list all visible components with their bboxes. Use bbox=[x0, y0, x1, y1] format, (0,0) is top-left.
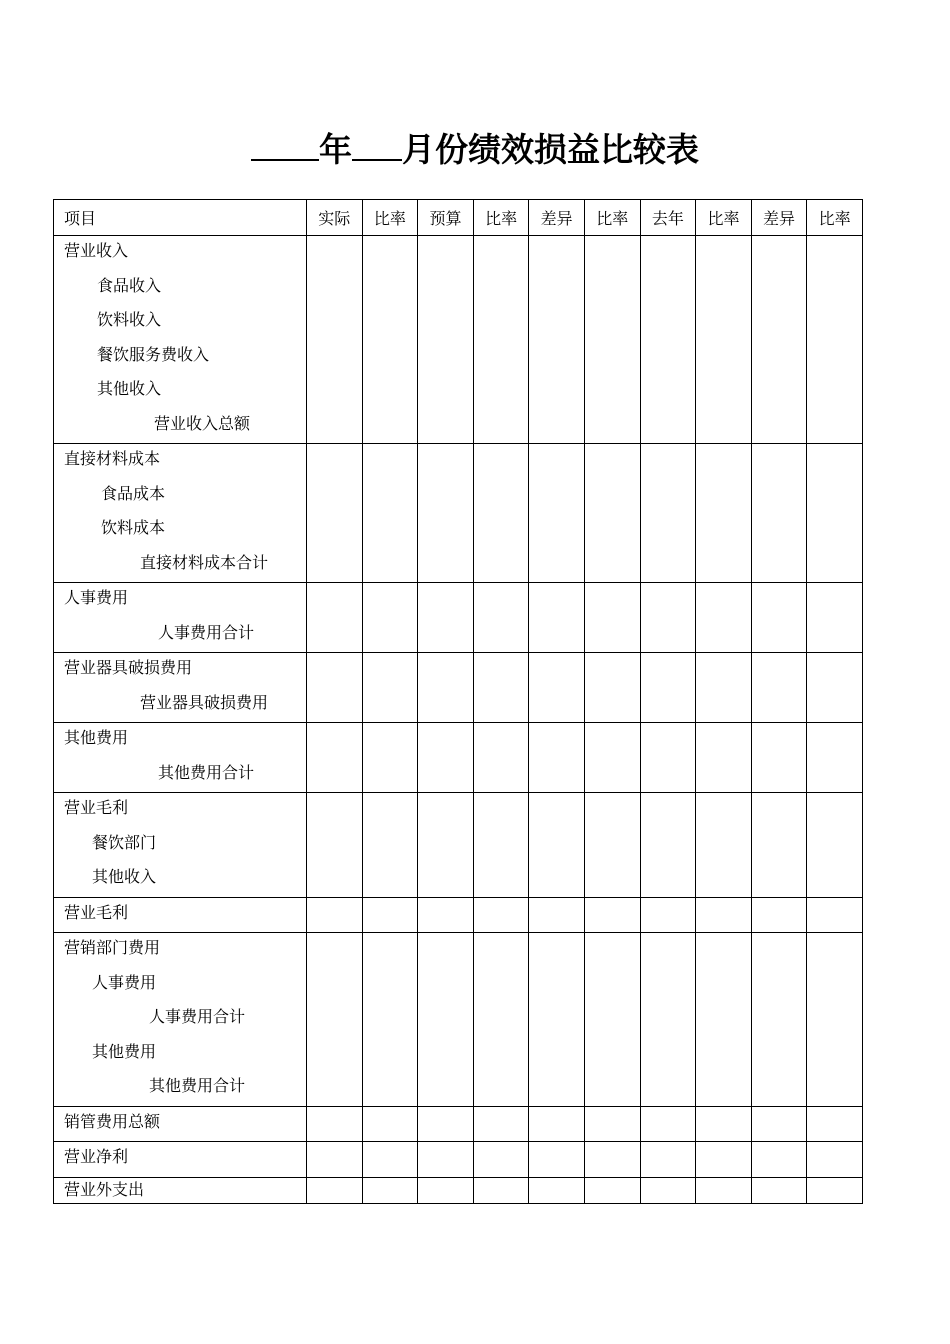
value-cell[interactable] bbox=[807, 236, 863, 444]
value-cell[interactable] bbox=[807, 653, 863, 723]
table-row bbox=[54, 1142, 863, 1178]
item-label: 人事费用 bbox=[64, 588, 129, 607]
value-cell[interactable] bbox=[418, 1142, 474, 1178]
value-cell[interactable] bbox=[529, 1142, 585, 1178]
value-cell[interactable] bbox=[807, 933, 863, 1107]
value-cell[interactable] bbox=[584, 793, 640, 898]
item-label: 营业毛利 bbox=[64, 902, 129, 922]
value-cell[interactable] bbox=[751, 444, 807, 583]
value-cell[interactable] bbox=[696, 583, 752, 653]
header-row bbox=[54, 200, 863, 236]
item-cell bbox=[54, 793, 307, 898]
value-cell[interactable] bbox=[418, 933, 474, 1107]
column-header: 差异 bbox=[751, 200, 807, 236]
value-cell[interactable] bbox=[307, 723, 363, 793]
value-cell[interactable] bbox=[418, 723, 474, 793]
item-label: 营业外支出 bbox=[64, 1179, 145, 1199]
value-cell[interactable] bbox=[584, 933, 640, 1107]
value-cell[interactable] bbox=[584, 653, 640, 723]
item-cell bbox=[54, 444, 307, 583]
month-blank[interactable] bbox=[352, 129, 402, 161]
value-cell[interactable] bbox=[696, 933, 752, 1107]
item-label: 其他收入 bbox=[97, 379, 162, 398]
value-cell[interactable] bbox=[418, 653, 474, 723]
value-cell[interactable] bbox=[473, 444, 529, 583]
value-cell[interactable] bbox=[807, 444, 863, 583]
value-cell[interactable] bbox=[529, 1106, 585, 1142]
column-header-item: 项目 bbox=[54, 200, 307, 236]
value-cell[interactable] bbox=[529, 444, 585, 583]
item-label: 人事费用 bbox=[92, 972, 157, 992]
value-cell[interactable] bbox=[584, 583, 640, 653]
item-cell bbox=[54, 1142, 307, 1178]
table-row bbox=[54, 723, 863, 793]
table-row bbox=[54, 583, 863, 653]
year-blank[interactable] bbox=[251, 129, 319, 161]
value-cell[interactable] bbox=[807, 1106, 863, 1142]
value-cell[interactable] bbox=[696, 236, 752, 444]
item-label: 其他费用合计 bbox=[158, 762, 255, 782]
value-cell[interactable] bbox=[418, 583, 474, 653]
value-cell[interactable] bbox=[473, 1177, 529, 1203]
value-cell[interactable] bbox=[584, 1106, 640, 1142]
value-cell[interactable] bbox=[584, 1177, 640, 1203]
value-cell[interactable] bbox=[807, 897, 863, 933]
value-cell[interactable] bbox=[696, 793, 752, 898]
value-cell[interactable] bbox=[362, 583, 418, 653]
value-cell[interactable] bbox=[473, 236, 529, 444]
value-cell[interactable] bbox=[418, 897, 474, 933]
value-cell[interactable] bbox=[418, 793, 474, 898]
value-cell[interactable] bbox=[307, 1106, 363, 1142]
value-cell[interactable] bbox=[307, 1177, 363, 1203]
item-label: 其他费用 bbox=[64, 728, 129, 747]
value-cell[interactable] bbox=[640, 444, 696, 583]
item-label: 其他费用 bbox=[92, 1041, 157, 1061]
value-cell[interactable] bbox=[418, 444, 474, 583]
title-text: 月份绩效损益比较表 bbox=[402, 130, 699, 169]
item-label: 饮料成本 bbox=[101, 518, 166, 537]
column-header: 实际 bbox=[307, 200, 363, 236]
item-label: 食品成本 bbox=[101, 483, 166, 503]
item-label: 营业净利 bbox=[64, 1147, 129, 1166]
value-cell[interactable] bbox=[473, 723, 529, 793]
value-cell[interactable] bbox=[751, 1142, 807, 1178]
year-suffix: 年 bbox=[319, 130, 352, 169]
column-header: 比率 bbox=[584, 200, 640, 236]
value-cell[interactable] bbox=[807, 1142, 863, 1178]
value-cell[interactable] bbox=[640, 653, 696, 723]
table-row bbox=[54, 897, 863, 933]
table-row bbox=[54, 444, 863, 583]
value-cell[interactable] bbox=[751, 723, 807, 793]
value-cell[interactable] bbox=[362, 236, 418, 444]
value-cell[interactable] bbox=[307, 444, 363, 583]
value-cell[interactable] bbox=[751, 1106, 807, 1142]
table-row bbox=[54, 236, 863, 444]
value-cell[interactable] bbox=[473, 1106, 529, 1142]
value-cell[interactable] bbox=[307, 653, 363, 723]
value-cell[interactable] bbox=[473, 933, 529, 1107]
value-cell[interactable] bbox=[751, 897, 807, 933]
value-cell[interactable] bbox=[696, 897, 752, 933]
value-cell[interactable] bbox=[640, 1106, 696, 1142]
value-cell[interactable] bbox=[751, 583, 807, 653]
value-cell[interactable] bbox=[640, 723, 696, 793]
item-label: 食品收入 bbox=[97, 275, 162, 295]
item-cell bbox=[54, 583, 307, 653]
column-header: 比率 bbox=[807, 200, 863, 236]
value-cell[interactable] bbox=[584, 1142, 640, 1178]
value-cell[interactable] bbox=[807, 723, 863, 793]
value-cell[interactable] bbox=[307, 583, 363, 653]
value-cell[interactable] bbox=[529, 897, 585, 933]
table-row bbox=[54, 653, 863, 723]
value-cell[interactable] bbox=[751, 653, 807, 723]
column-header: 预算 bbox=[418, 200, 474, 236]
table-row bbox=[54, 1106, 863, 1142]
value-cell[interactable] bbox=[529, 793, 585, 898]
item-label: 营业器具破损费用 bbox=[64, 658, 193, 677]
value-cell[interactable] bbox=[473, 653, 529, 723]
value-cell[interactable] bbox=[362, 723, 418, 793]
item-label: 营业收入总额 bbox=[154, 413, 251, 433]
value-cell[interactable] bbox=[362, 1142, 418, 1178]
value-cell[interactable] bbox=[529, 653, 585, 723]
value-cell[interactable] bbox=[473, 583, 529, 653]
value-cell[interactable] bbox=[640, 1177, 696, 1203]
value-cell[interactable] bbox=[751, 1177, 807, 1203]
item-label: 餐饮部门 bbox=[92, 832, 157, 852]
item-cell bbox=[54, 1106, 307, 1142]
value-cell[interactable] bbox=[584, 444, 640, 583]
value-cell[interactable] bbox=[640, 1142, 696, 1178]
value-cell[interactable] bbox=[473, 793, 529, 898]
column-header: 差异 bbox=[529, 200, 585, 236]
item-cell bbox=[54, 236, 307, 444]
value-cell[interactable] bbox=[529, 583, 585, 653]
value-cell[interactable] bbox=[584, 236, 640, 444]
item-cell bbox=[54, 1177, 307, 1203]
value-cell[interactable] bbox=[418, 1177, 474, 1203]
value-cell[interactable] bbox=[362, 1177, 418, 1203]
value-cell[interactable] bbox=[751, 236, 807, 444]
value-cell[interactable] bbox=[418, 236, 474, 444]
page-title bbox=[0, 128, 950, 172]
item-cell bbox=[54, 723, 307, 793]
value-cell[interactable] bbox=[640, 583, 696, 653]
table-row bbox=[54, 793, 863, 898]
item-label: 营业收入 bbox=[64, 241, 129, 260]
performance-table bbox=[53, 199, 863, 1204]
column-header: 比率 bbox=[696, 200, 752, 236]
item-label: 其他费用合计 bbox=[149, 1076, 246, 1095]
value-cell[interactable] bbox=[362, 897, 418, 933]
value-cell[interactable] bbox=[696, 1177, 752, 1203]
value-cell[interactable] bbox=[362, 793, 418, 898]
item-label: 直接材料成本 bbox=[64, 449, 161, 468]
item-label: 餐饮服务费收入 bbox=[97, 344, 210, 364]
item-label: 销管费用总额 bbox=[64, 1111, 161, 1131]
value-cell[interactable] bbox=[362, 653, 418, 723]
table-row bbox=[54, 933, 863, 1107]
value-cell[interactable] bbox=[696, 1142, 752, 1178]
value-cell[interactable] bbox=[807, 583, 863, 653]
item-label: 营销部门费用 bbox=[64, 938, 161, 957]
value-cell[interactable] bbox=[473, 897, 529, 933]
value-cell[interactable] bbox=[307, 236, 363, 444]
value-cell[interactable] bbox=[584, 897, 640, 933]
value-cell[interactable] bbox=[584, 723, 640, 793]
value-cell[interactable] bbox=[307, 1142, 363, 1178]
item-label: 人事费用合计 bbox=[149, 1007, 246, 1026]
column-header: 比率 bbox=[362, 200, 418, 236]
value-cell[interactable] bbox=[307, 897, 363, 933]
value-cell[interactable] bbox=[696, 653, 752, 723]
value-cell[interactable] bbox=[362, 444, 418, 583]
value-cell[interactable] bbox=[751, 793, 807, 898]
value-cell[interactable] bbox=[640, 897, 696, 933]
value-cell[interactable] bbox=[807, 1177, 863, 1203]
value-cell[interactable] bbox=[362, 1106, 418, 1142]
value-cell[interactable] bbox=[640, 236, 696, 444]
value-cell[interactable] bbox=[529, 933, 585, 1107]
value-cell[interactable] bbox=[751, 933, 807, 1107]
value-cell[interactable] bbox=[640, 793, 696, 898]
item-label: 营业器具破损费用 bbox=[140, 692, 269, 712]
item-cell bbox=[54, 653, 307, 723]
item-label: 营业毛利 bbox=[64, 798, 129, 817]
column-header: 比率 bbox=[473, 200, 529, 236]
value-cell[interactable] bbox=[529, 236, 585, 444]
table-row bbox=[54, 1177, 863, 1203]
column-header: 去年 bbox=[640, 200, 696, 236]
value-cell[interactable] bbox=[807, 793, 863, 898]
item-cell bbox=[54, 897, 307, 933]
value-cell[interactable] bbox=[418, 1106, 474, 1142]
value-cell[interactable] bbox=[307, 793, 363, 898]
item-label: 其他收入 bbox=[92, 867, 157, 886]
value-cell[interactable] bbox=[696, 723, 752, 793]
item-label: 人事费用合计 bbox=[158, 622, 255, 642]
value-cell[interactable] bbox=[529, 723, 585, 793]
value-cell[interactable] bbox=[640, 933, 696, 1107]
value-cell[interactable] bbox=[696, 1106, 752, 1142]
value-cell[interactable] bbox=[307, 933, 363, 1107]
value-cell[interactable] bbox=[362, 933, 418, 1107]
value-cell[interactable] bbox=[529, 1177, 585, 1203]
item-cell bbox=[54, 933, 307, 1107]
item-label: 直接材料成本合计 bbox=[140, 552, 269, 572]
value-cell[interactable] bbox=[696, 444, 752, 583]
value-cell[interactable] bbox=[473, 1142, 529, 1178]
item-label: 饮料收入 bbox=[97, 310, 162, 329]
